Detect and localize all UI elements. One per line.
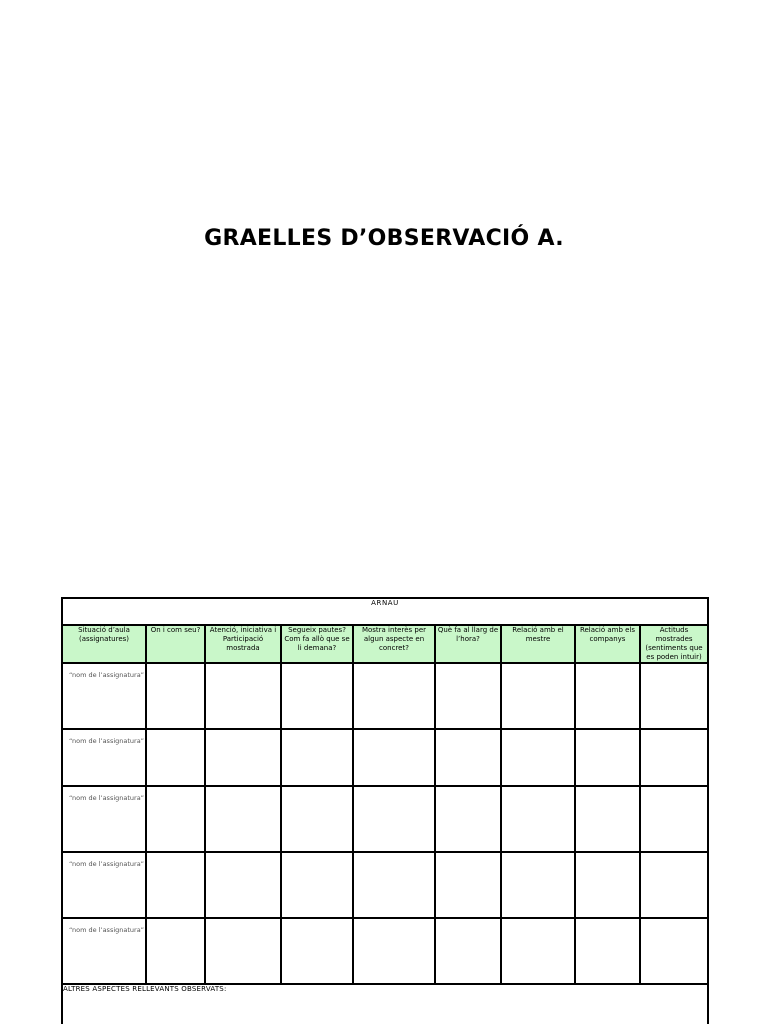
empty-cell[interactable] (501, 729, 575, 786)
header-segueix-pautes: Segueix pautes? Com fa allò que se li demana? (281, 625, 353, 663)
header-atencio: Atenció, iniciativa i Participació mostrada (205, 625, 281, 663)
empty-cell[interactable] (146, 786, 205, 852)
subject-cell: “nom de l’assignatura” (62, 786, 146, 852)
page-title: GRAELLES D’OBSERVACIÓ A. (204, 226, 564, 251)
empty-cell[interactable] (501, 918, 575, 984)
empty-cell[interactable] (575, 918, 640, 984)
empty-cell[interactable] (205, 786, 281, 852)
table-row (62, 663, 708, 729)
empty-cell[interactable] (205, 852, 281, 918)
empty-cell[interactable] (501, 786, 575, 852)
empty-cell[interactable] (281, 918, 353, 984)
empty-cell[interactable] (205, 918, 281, 984)
empty-cell[interactable] (205, 663, 281, 729)
header-actituds: Actituds mostrades (sentiments que es poden intuir) (640, 625, 708, 663)
empty-cell[interactable] (353, 852, 435, 918)
student-name: ARNAU (62, 598, 708, 625)
empty-cell[interactable] (353, 786, 435, 852)
empty-cell[interactable] (501, 663, 575, 729)
header-que-fa: Què fa al llarg de l’hora? (435, 625, 501, 663)
empty-cell[interactable] (281, 729, 353, 786)
empty-cell[interactable] (146, 663, 205, 729)
empty-cell[interactable] (435, 786, 501, 852)
empty-cell[interactable] (281, 663, 353, 729)
observation-grid (61, 597, 709, 1024)
subject-cell: “nom de l’assignatura” (62, 852, 146, 918)
empty-cell[interactable] (435, 663, 501, 729)
header-relacio-mestre: Relació amb el mestre (501, 625, 575, 663)
empty-cell[interactable] (281, 786, 353, 852)
header-situacio: Situació d’aula (assignatures) (62, 625, 146, 663)
empty-cell[interactable] (435, 918, 501, 984)
subject-cell: “nom de l’assignatura” (62, 663, 146, 729)
other-aspects-cell[interactable]: ALTRES ASPECTES RELLEVANTS OBSERVATS: (62, 984, 708, 1024)
empty-cell[interactable] (501, 852, 575, 918)
empty-cell[interactable] (575, 852, 640, 918)
empty-cell[interactable] (640, 918, 708, 984)
empty-cell[interactable] (353, 663, 435, 729)
subject-cell: “nom de l’assignatura” (62, 729, 146, 786)
header-relacio-companys: Relació amb els companys (575, 625, 640, 663)
table-row (62, 852, 708, 918)
header-on-i-com-seu: On i com seu? (146, 625, 205, 663)
subject-cell: “nom de l’assignatura” (62, 918, 146, 984)
empty-cell[interactable] (146, 729, 205, 786)
empty-cell[interactable] (575, 729, 640, 786)
empty-cell[interactable] (435, 852, 501, 918)
empty-cell[interactable] (575, 663, 640, 729)
empty-cell[interactable] (435, 729, 501, 786)
table-row (62, 729, 708, 786)
empty-cell[interactable] (640, 786, 708, 852)
empty-cell[interactable] (353, 918, 435, 984)
table-row (62, 918, 708, 984)
empty-cell[interactable] (146, 852, 205, 918)
empty-cell[interactable] (640, 663, 708, 729)
empty-cell[interactable] (575, 786, 640, 852)
empty-cell[interactable] (205, 729, 281, 786)
table-row (62, 786, 708, 852)
header-mostra-interes: Mostra interès per algun aspecte en concret? (353, 625, 435, 663)
empty-cell[interactable] (281, 852, 353, 918)
empty-cell[interactable] (640, 852, 708, 918)
empty-cell[interactable] (640, 729, 708, 786)
empty-cell[interactable] (146, 918, 205, 984)
empty-cell[interactable] (353, 729, 435, 786)
